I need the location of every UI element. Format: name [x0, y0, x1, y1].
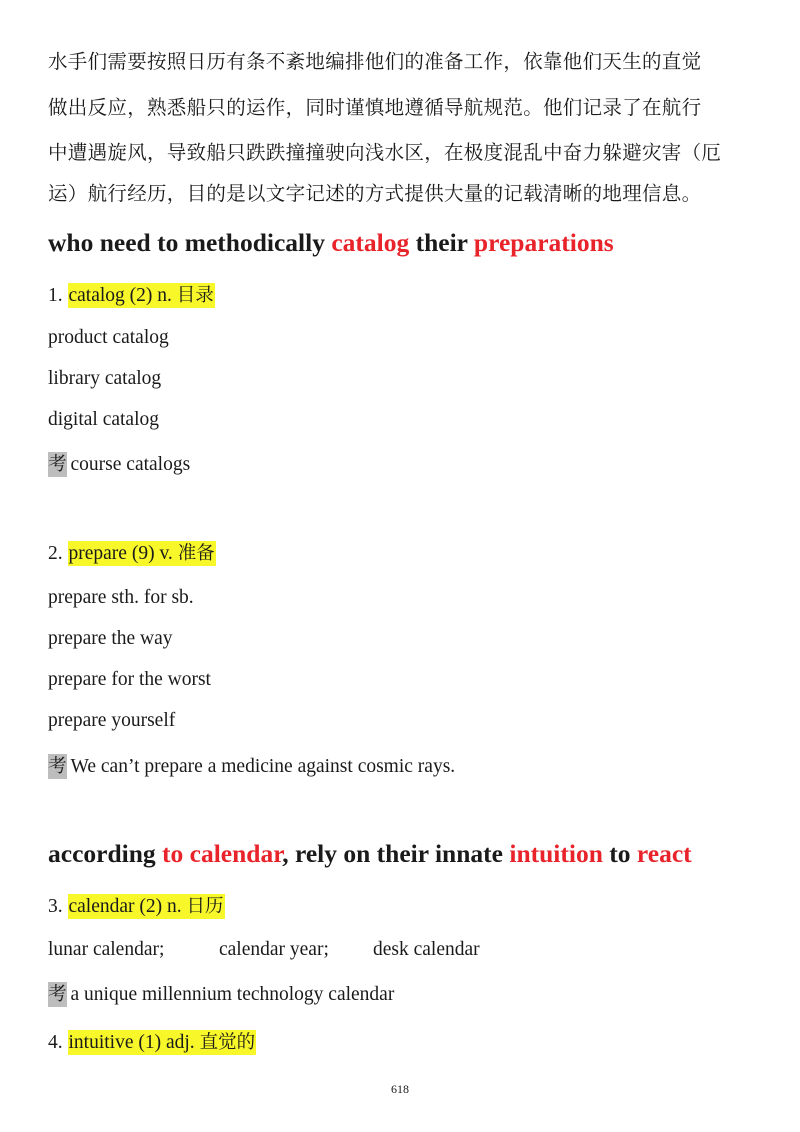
phrase-item: prepare the way [48, 628, 173, 649]
intro-line: 水手们需要按照日历有条不紊地编排他们的准备工作，依靠他们天生的直觉 [48, 50, 702, 73]
entry-highlight [68, 283, 215, 308]
exam-example [48, 450, 190, 476]
entry-word: calendar (2) n. [68, 896, 187, 917]
phrase-item: product catalog [48, 327, 169, 348]
vocab-entry-prepare [48, 539, 216, 565]
exam-text: course catalogs [70, 454, 191, 475]
phrase-item: digital catalog [48, 409, 160, 430]
phrase-item: prepare yourself [48, 710, 176, 731]
entry-word: catalog (2) n. [68, 285, 177, 306]
exam-tag: 考 [48, 756, 67, 777]
heading-text: , rely on their innate [282, 839, 510, 868]
entry-highlight [68, 1030, 257, 1055]
phrase-item: calendar year; [219, 939, 329, 960]
section-heading-2 [48, 839, 692, 869]
exam-example [48, 980, 394, 1006]
entry-number: 2. [48, 543, 68, 564]
phrase-item: prepare sth. for sb. [48, 587, 194, 608]
entry-meaning: 目录 [176, 285, 214, 306]
section-heading-1 [48, 228, 614, 258]
phrase-item: lunar calendar; [48, 939, 165, 960]
exam-tag: 考 [48, 454, 67, 475]
heading-keyword: react [636, 839, 692, 868]
heading-keyword: intuition [509, 839, 603, 868]
entry-highlight [68, 541, 216, 566]
entry-number: 3. [48, 896, 68, 917]
exam-text: a unique millennium technology calendar [70, 984, 395, 1005]
heading-keyword: to calendar [162, 839, 283, 868]
vocab-entry-intuitive [48, 1028, 256, 1054]
entry-number: 1. [48, 285, 68, 306]
heading-text: who need to methodically [48, 228, 332, 257]
page-number: 618 [391, 1082, 409, 1096]
entry-meaning: 直觉的 [199, 1032, 256, 1053]
vocab-entry-calendar [48, 892, 225, 918]
entry-word: prepare (9) v. [68, 543, 178, 564]
exam-example [48, 752, 455, 778]
entry-meaning: 日历 [186, 896, 224, 917]
intro-line: 中遭遇旋风，导致船只跌跌撞撞驶向浅水区，在极度混乱中奋力躲避灾害（厄 [48, 141, 722, 164]
heading-text: their [409, 228, 474, 257]
entry-number: 4. [48, 1032, 68, 1053]
intro-line: 做出反应，熟悉船只的运作，同时谨慎地遵循导航规范。他们记录了在航行 [48, 96, 702, 119]
exam-text: We can’t prepare a medicine against cosmic rays. [70, 756, 456, 777]
entry-word: intuitive (1) adj. [68, 1032, 200, 1053]
vocab-entry-catalog [48, 281, 215, 307]
phrase-row [48, 939, 480, 961]
exam-tag: 考 [48, 984, 67, 1005]
entry-meaning: 准备 [177, 543, 215, 564]
intro-line: 运）航行经历，目的是以文字记述的方式提供大量的记载清晰的地理信息。 [48, 182, 702, 205]
heading-text: to [602, 839, 637, 868]
phrase-item: library catalog [48, 368, 162, 389]
entry-highlight [68, 894, 225, 919]
heading-keyword: preparations [473, 228, 614, 257]
phrase-item: prepare for the worst [48, 669, 211, 690]
heading-keyword: catalog [331, 228, 410, 257]
phrase-item: desk calendar [373, 939, 480, 960]
heading-text: according [48, 839, 163, 868]
